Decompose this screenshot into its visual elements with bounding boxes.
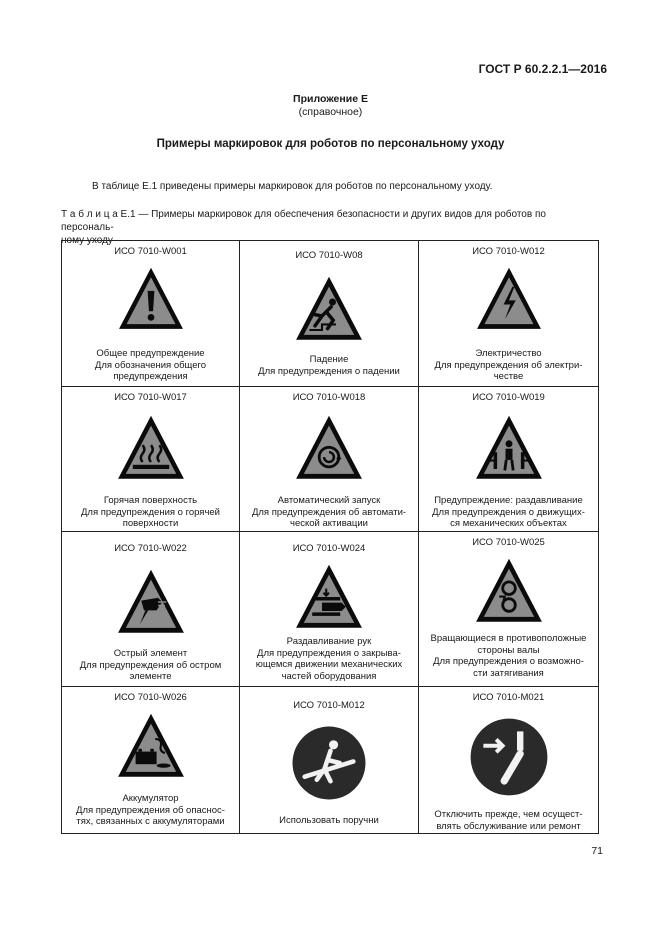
table-cell xyxy=(239,387,418,532)
crushing-icon xyxy=(474,413,544,483)
electricity-icon xyxy=(475,265,543,333)
page-number: 71 xyxy=(591,845,603,857)
cell-description: Автоматический запуск Для предупреждения об автомати- ческой активации xyxy=(251,495,407,529)
cell-description: Аккумулятор Для предупреждения об опаснос- тях, связанных с аккумуляторами xyxy=(76,793,225,827)
table-row xyxy=(62,686,598,834)
cell-description: Использовать поручни xyxy=(279,815,379,826)
hand-crushing-icon xyxy=(294,562,364,632)
appendix-type: (справочное) xyxy=(298,106,363,118)
cell-code: ИСО 7010-W001 xyxy=(114,246,187,257)
table-cell xyxy=(418,387,598,532)
standard-number: ГОСТ Р 60.2.2.1—2016 xyxy=(478,62,607,76)
cell-code: ИСО 7010-W018 xyxy=(292,392,366,403)
cell-description: Электричество Для предупреждения об электри- честве xyxy=(434,348,583,382)
fall-hazard-icon xyxy=(294,274,364,344)
cell-code: ИСО 7010-W025 xyxy=(472,537,545,548)
cell-description: Острый элемент Для предупреждения об остром элементе xyxy=(79,648,222,682)
table-cell xyxy=(418,687,598,834)
cell-description: Горячая поверхность Для предупреждения о горячей поверхности xyxy=(80,495,220,529)
cell-code: ИСО 7010-M012 xyxy=(293,700,365,711)
cell-description: Общее предупреждение Для обозначения общего предупреждения xyxy=(94,348,207,382)
table-cell xyxy=(239,532,418,687)
cell-description: Раздавливание рук Для предупреждения о закрыва- ющемся движении механических частей оборудования xyxy=(255,636,403,682)
cell-description: Падение Для предупреждения о падении xyxy=(258,354,400,377)
table-cell xyxy=(239,687,418,834)
cell-code: ИСО 7010-W022 xyxy=(114,543,187,554)
cell-description: Отключить прежде, чем осущест- влять обслуживание или ремонт xyxy=(434,809,583,832)
use-handrail-icon xyxy=(291,725,367,801)
cell-code: ИСО 7010-W017 xyxy=(114,392,187,403)
table-cell xyxy=(62,387,239,532)
section-title: Примеры маркировок для роботов по персональному уходу xyxy=(156,138,505,150)
table-cell xyxy=(62,687,239,834)
markings-table xyxy=(61,240,599,834)
cell-code: ИСО 7010-W08 xyxy=(295,250,363,261)
table-caption: Т а б л и ц а Е.1 — Примеры маркировок для обеспечения безопасности и других видов для роботов по персональ- ному уходу xyxy=(61,209,546,246)
cell-code: ИСО 7010-W012 xyxy=(472,246,545,257)
table-cell xyxy=(418,241,598,386)
general-warning-icon xyxy=(117,265,185,333)
cell-code: ИСО 7010-W026 xyxy=(114,692,187,703)
appendix-heading xyxy=(0,93,661,119)
intro-paragraph: В таблице Е.1 приведены примеры маркировок для роботов по персональному уходу. xyxy=(92,181,493,192)
table-row xyxy=(62,531,598,687)
cell-code: ИСО 7010-W024 xyxy=(292,543,366,554)
table-row xyxy=(62,386,598,532)
battery-icon xyxy=(116,711,186,781)
table-cell xyxy=(239,241,418,386)
appendix-title: Приложение Е xyxy=(293,93,368,105)
cell-description: Вращающиеся в противоположные стороны валы Для предупреждения о возможно- сти затягивания xyxy=(430,633,587,679)
cell-code: ИСО 7010-M021 xyxy=(472,692,545,703)
table-row xyxy=(62,241,598,386)
sharp-element-icon xyxy=(116,567,186,637)
table-cell xyxy=(62,241,239,386)
table-cell xyxy=(62,532,239,687)
counter-rotating-rollers-icon xyxy=(474,556,544,626)
cell-description: Предупреждение: раздавливание Для предупреждения о движущих- ся механических объектах xyxy=(432,495,585,529)
hot-surface-icon xyxy=(116,413,186,483)
cell-code: ИСО 7010-W019 xyxy=(472,392,545,403)
automatic-start-icon xyxy=(294,413,364,483)
disconnect-before-maintenance-icon xyxy=(469,717,549,797)
table-cell xyxy=(418,532,598,687)
